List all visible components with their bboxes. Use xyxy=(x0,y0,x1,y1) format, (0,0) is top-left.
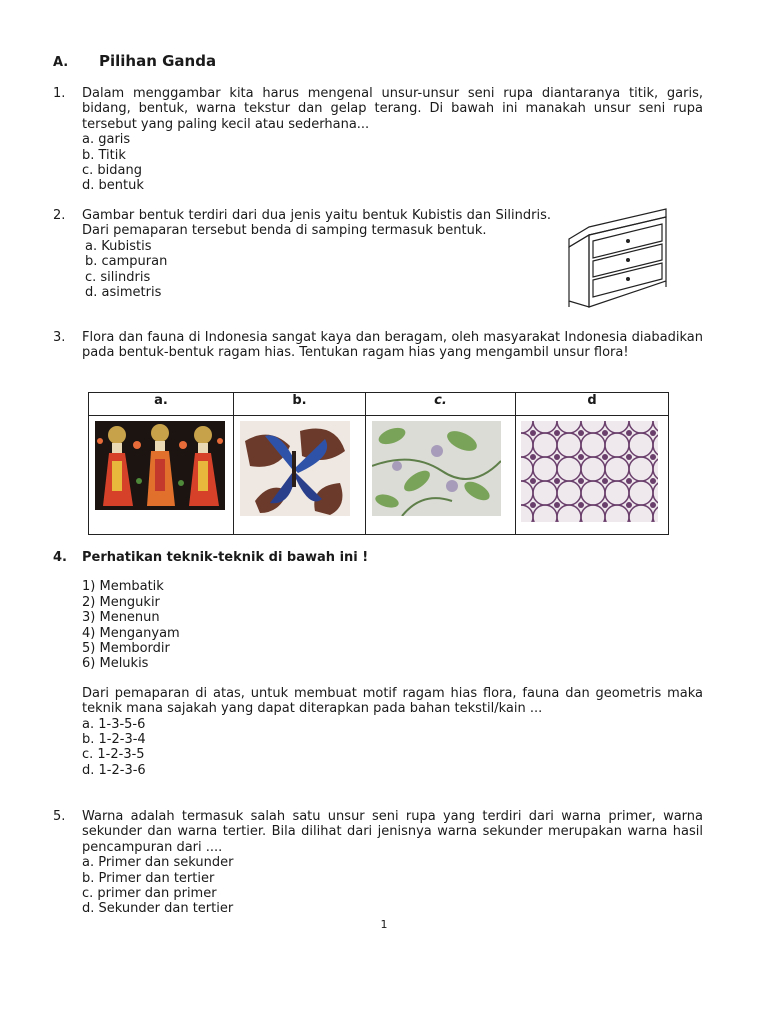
section-title: Pilihan Ganda xyxy=(99,52,217,70)
technique-item: 1) Membatik xyxy=(82,579,164,595)
option-d: d. 1-2-3-6 xyxy=(82,762,146,778)
motif-header-a: a. xyxy=(89,393,234,416)
technique-item: 4) Menganyam xyxy=(82,625,180,641)
option-b: b. Titik xyxy=(82,147,126,163)
question-number: 1. xyxy=(53,86,66,101)
option-b: b. Primer dan tertier xyxy=(82,870,215,886)
motif-header-b: b. xyxy=(234,393,366,416)
question-5 xyxy=(53,809,703,917)
technique-item: 6) Melukis xyxy=(82,656,149,672)
question-followup-text: Dari pemaparan di atas, untuk membuat motif ragam hias flora, fauna dan geometris maka teknik mana sajakah yang dapat diterapkan pada bahan tekstil/kain ... xyxy=(82,685,703,717)
option-b: b. 1-2-3-4 xyxy=(82,732,146,748)
section-letter: A. xyxy=(53,55,69,70)
question-text: Flora dan fauna di Indonesia sangat kaya dan beragam, oleh masyarakat Indonesia diabadikan pada bentuk-bentuk ragam hias. Tentukan ragam hias yang mengambil unsur flora! xyxy=(82,330,703,361)
option-c: c. bidang xyxy=(82,163,142,179)
question-3 xyxy=(53,330,703,361)
question-number: 2. xyxy=(53,208,66,223)
question-text: Perhatikan teknik-teknik di bawah ini ! xyxy=(82,550,369,565)
option-d: d. asimetris xyxy=(85,285,162,301)
option-a: a. garis xyxy=(82,132,131,148)
option-c: c. 1-2-3-5 xyxy=(82,747,145,763)
technique-item: 2) Mengukir xyxy=(82,594,160,610)
option-a: a. Primer dan sekunder xyxy=(82,855,234,871)
question-text: Warna adalah termasuk salah satu unsur seni rupa yang terdiri dari warna primer, warna sekunder dan warna tertier. Bila dilihat dari jenisnya warna sekunder merupakan warna hasil pencampuran dari .... xyxy=(82,809,703,855)
question-number: 4. xyxy=(53,550,67,565)
motif-b-butterfly-image xyxy=(240,421,350,516)
motif-header-c: c. xyxy=(366,393,516,416)
option-a: a. 1-3-5-6 xyxy=(82,716,146,732)
option-d: d. bentuk xyxy=(82,178,144,194)
motif-a-figurative-image xyxy=(95,421,225,510)
cabinet-illustration xyxy=(565,207,670,309)
question-1 xyxy=(53,86,703,194)
section-heading xyxy=(53,52,216,70)
technique-item: 5) Membordir xyxy=(82,641,170,657)
page-number: 1 xyxy=(380,918,388,931)
technique-item: 3) Menenun xyxy=(82,610,160,626)
motif-c-floral-image xyxy=(372,421,501,516)
question-text: Gambar bentuk terdiri dari dua jenis yaitu bentuk Kubistis dan Silindris. Dari pemaparan tersebut benda di samping termasuk bentuk. xyxy=(82,208,551,239)
question-2 xyxy=(53,208,551,300)
option-c: c. primer dan primer xyxy=(82,886,217,902)
question-text: Dalam menggambar kita harus mengenal unsur-unsur seni rupa diantaranya titik, garis, bidang, bentuk, warna tekstur dan gelap terang. Di bawah ini manakah unsur seni rupa tersebut yang paling kecil atau sederhana... xyxy=(82,86,703,132)
option-a: a. Kubistis xyxy=(85,238,152,254)
question-4 xyxy=(53,550,703,778)
motif-d-geometric-image xyxy=(521,421,658,522)
option-b: b. campuran xyxy=(85,254,168,270)
option-d: d. Sekunder dan tertier xyxy=(82,901,234,917)
option-c: c. silindris xyxy=(85,269,151,285)
question-number: 3. xyxy=(53,330,66,345)
motif-header-d: d xyxy=(516,393,669,416)
question-number: 5. xyxy=(53,809,66,824)
